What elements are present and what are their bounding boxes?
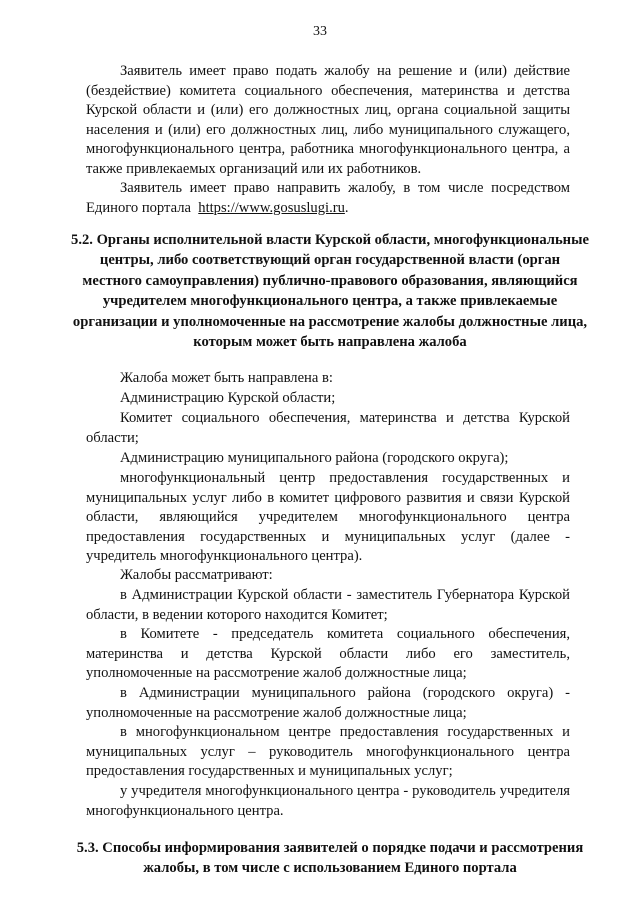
intro-paragraph-2-text: Заявитель имеет право направить жалобу, в том числе посредством Единого портала	[86, 180, 570, 216]
s52-paragraph-3: Комитет социального обеспечения, материнства и детства Курской области;	[86, 410, 570, 446]
section-5-2-heading: 5.2. Органы исполнительной власти Курской области, многофункциональные центры, либо соответствующий орган государственной власти (орган местного самоуправления) публично-правового образования, являющийся учредителем многофункционального центра, а также привлекаемые организации и уполномоченные на рассмотрение жалобы должностные лица, которым может быть направлена жалоба	[71, 232, 589, 351]
s52-paragraph-7: в Администрации Курской области - заместитель Губернатора Курской области, в ведении которого находится Комитет;	[86, 587, 570, 623]
s52-paragraph-9: в Администрации муниципального района (городского округа) - уполномоченные на рассмотрение жалоб должностные лица;	[86, 685, 570, 721]
s52-paragraph-4: Администрацию муниципального района (городского округа);	[120, 450, 509, 466]
s52-paragraph-11: у учредителя многофункционального центра - руководитель учредителя многофункционального центра.	[86, 783, 570, 819]
intro-paragraph-1: Заявитель имеет право подать жалобу на решение и (или) действие (бездействие) комитета социального обеспечения, материнства и детства Курской области и (или) его должностных лиц, органа социальной защиты населения и (или) его должностных лиц, либо муниципального служащего, многофункционального центра, работника многофункционального центра, а также привлекаемых организаций или их работников.	[86, 63, 570, 177]
s52-paragraph-8: в Комитете - председатель комитета социального обеспечения, материнства и детства Курской области либо его заместитель, уполномоченные на рассмотрение жалоб должностные лица;	[86, 626, 570, 682]
s52-paragraph-1: Жалоба может быть направлена в:	[120, 370, 333, 386]
intro-paragraph-2-end: .	[344, 199, 349, 216]
s52-paragraph-5: многофункциональный центр предоставления государственных и муниципальных услуг либо в комитет цифрового развития и связи Курской области, являющийся учредителем многофункционального центра предоставления государственных и муниципальных услуг (далее - учредитель многофункционального центра).	[86, 470, 570, 565]
s52-paragraph-2: Администрацию Курской области;	[120, 390, 336, 406]
section-5-3-heading: 5.3. Способы информирования заявителей о порядке подачи и рассмотрения жалобы, в том числе с использованием Единого портала	[76, 840, 584, 877]
gosuslugi-link[interactable]: https://www.gosuslugi.ru	[198, 199, 345, 216]
s52-paragraph-10: в многофункциональном центре предоставления государственных и муниципальных услуг – руководитель многофункционального центра предоставления государственных и муниципальных услуг;	[86, 724, 570, 780]
intro-paragraph-2	[86, 179, 570, 218]
page-number: 33	[313, 24, 327, 39]
s52-paragraph-6: Жалобы рассматривают:	[120, 567, 273, 583]
